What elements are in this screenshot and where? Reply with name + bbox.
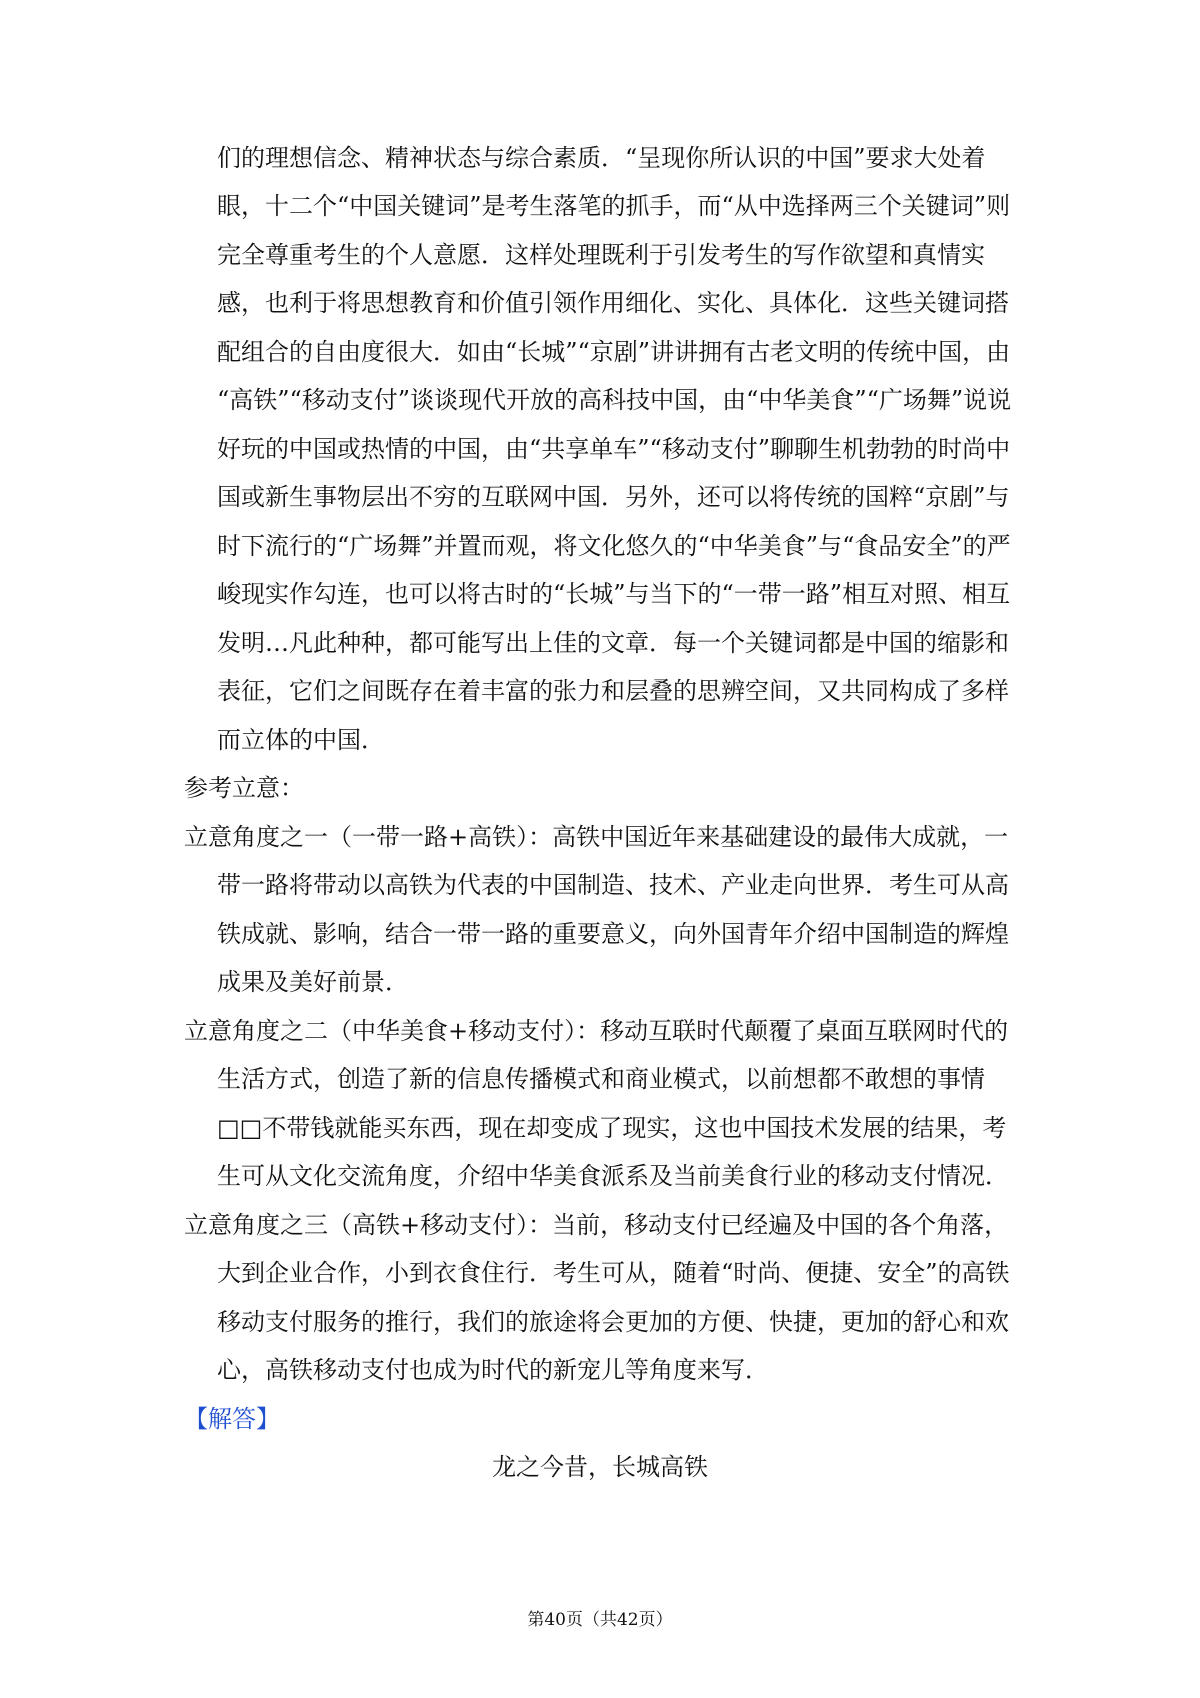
angle-3-line: 移动支付服务的推行，我们的旅途将会更加的方便、快捷，更加的舒心和欢 [217,1308,1009,1336]
analysis-line: 眼，十二个“中国关键词”是考生落笔的抓手，而“从中选择两三个关键词”则 [217,192,1011,220]
analysis-line: 峻现实作勾连，也可以将古时的“长城”与当下的“一带一路”相互对照、相互 [217,580,1011,608]
angle-2-first-line: 立意角度之二（中华美食+移动支付）：移动互联时代颠覆了桌面互联网时代的 [184,1017,1009,1045]
analysis-line: 表征，它们之间既存在着丰富的张力和层叠的思辨空间，又共同构成了多样 [217,677,1009,705]
analysis-line: 时下流行的“广场舞”并置而观，将文化悠久的“中华美食”与“食品安全”的严 [217,532,1011,560]
analysis-line: 而立体的中国． [217,726,385,754]
analysis-line: 完全尊重考生的个人意愿．这样处理既利于引发考生的写作欲望和真情实 [217,241,985,269]
analysis-line: 配组合的自由度很大．如由“长城”“京剧”讲讲拥有古老文明的传统中国，由 [217,338,1011,366]
analysis-line: 国或新生事物层出不穷的互联网中国．另外，还可以将传统的国粹“京剧”与 [217,483,1010,511]
angle-1-line: 铁成就、影响，结合一带一路的重要意义，向外国青年介绍中国制造的辉煌 [217,920,1009,948]
angle-3-line: 心，高铁移动支付也成为时代的新宠儿等角度来写． [217,1356,769,1384]
page-footer: 第40页（共42页） [527,1610,673,1630]
analysis-line: 们的理想信念、精神状态与综合素质．“呈现你所认识的中国”要求大处着 [217,144,986,172]
angle-1-line: 带一路将带动以高铁为代表的中国制造、技术、产业走向世界．考生可从高 [217,871,1009,899]
answer-label: 【解答】 [184,1405,280,1433]
angle-1-first-line: 立意角度之一（一带一路+高铁）：高铁中国近年来基础建设的最伟大成就，一 [184,823,1009,851]
angle-1-line: 成果及美好前景． [217,968,409,996]
analysis-line: 好玩的中国或热情的中国，由“共享单车”“移动支付”聊聊生机勃勃的时尚中 [217,435,1011,463]
angle-2-line: 生可从文化交流角度，介绍中华美食派系及当前美食行业的移动支付情况． [217,1162,1009,1190]
analysis-line: 发明…凡此种种，都可能写出上佳的文章．每一个关键词都是中国的缩影和 [217,629,1009,657]
essay-title: 龙之今昔，长城高铁 [492,1453,708,1481]
angle-3-first-line: 立意角度之三（高铁+移动支付）：当前，移动支付已经遍及中国的各个角落， [184,1211,1009,1239]
angle-2-line: □□不带钱就能买东西，现在却变成了现实，这也中国技术发展的结果，考 [217,1114,1007,1142]
angle-3-line: 大到企业合作，小到衣食住行．考生可从，随着“时尚、便捷、安全”的高铁 [217,1259,1010,1287]
analysis-line: “高铁”“移动支付”谈谈现代开放的高科技中国，由“中华美食”“广场舞”说说 [217,386,1012,414]
reference-heading: 参考立意： [184,774,304,802]
analysis-line: 感，也利于将思想教育和价值引领作用细化、实化、具体化．这些关键词搭 [217,289,1009,317]
angle-2-line: 生活方式，创造了新的信息传播模式和商业模式，以前想都不敢想的事情 [217,1065,985,1093]
